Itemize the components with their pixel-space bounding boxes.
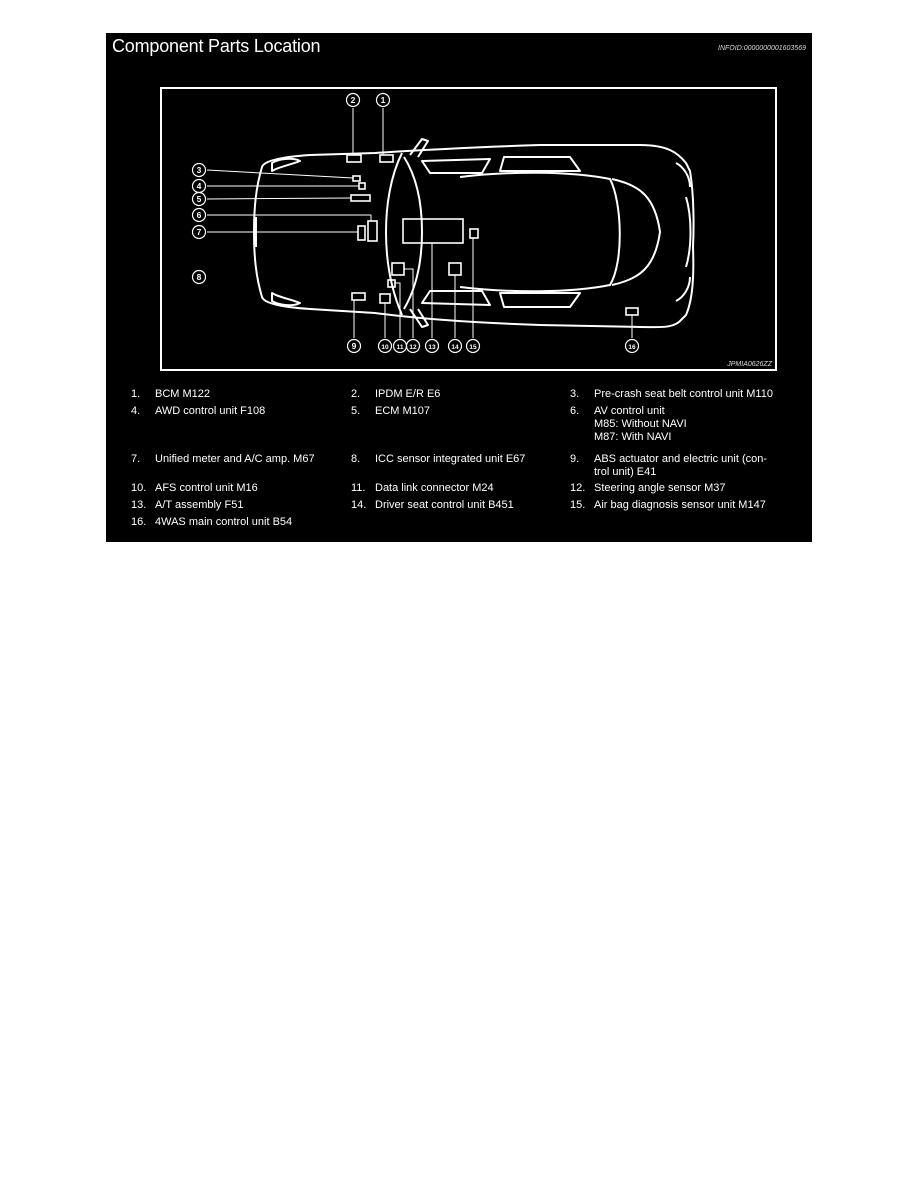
legend-text: ICC sensor integrated unit E67 bbox=[375, 453, 526, 465]
legend-text: ABS actuator and electric unit (con- bbox=[594, 453, 768, 465]
legend-text-block bbox=[155, 405, 265, 418]
callout-label: 9 bbox=[351, 341, 357, 351]
component-parts-panel bbox=[106, 33, 812, 542]
callout-label: 4 bbox=[196, 181, 202, 191]
legend-text-block bbox=[155, 499, 243, 512]
legend-text-block bbox=[155, 388, 210, 401]
legend-number: 1. bbox=[131, 388, 141, 400]
info-id: INFOID:0000000001603569 bbox=[718, 45, 806, 52]
legend-number: 3. bbox=[570, 388, 580, 400]
callout-label: 10 bbox=[381, 344, 389, 351]
legend-text-block bbox=[594, 405, 687, 444]
legend-text-block bbox=[375, 482, 494, 495]
legend-text-block bbox=[155, 453, 315, 466]
legend-text: Data link connector M24 bbox=[375, 482, 494, 494]
callout-label: 2 bbox=[350, 95, 356, 105]
legend-text-block bbox=[375, 388, 440, 401]
callout-label: 7 bbox=[196, 227, 202, 237]
legend-text: AV control unit bbox=[594, 405, 665, 417]
legend-text-block bbox=[375, 499, 514, 512]
legend-number: 5. bbox=[351, 405, 361, 417]
legend-number: 2. bbox=[351, 388, 361, 400]
legend-text: BCM M122 bbox=[155, 388, 211, 400]
callout-label: 11 bbox=[396, 344, 404, 351]
legend-text-block bbox=[375, 405, 430, 418]
legend-text: AWD control unit F108 bbox=[155, 405, 266, 417]
figure-id: JPMIA0626ZZ bbox=[727, 361, 772, 368]
legend-subtext: M85: Without NAVI bbox=[594, 418, 687, 430]
callout-label: 14 bbox=[451, 344, 459, 351]
legend-text-block bbox=[155, 516, 292, 529]
legend-subtext: M87: With NAVI bbox=[594, 431, 672, 443]
legend-number: 9. bbox=[570, 453, 580, 465]
legend-text: ECM M107 bbox=[375, 405, 431, 417]
legend bbox=[106, 33, 812, 542]
callout-label: 8 bbox=[196, 272, 202, 282]
callout-label: 5 bbox=[196, 194, 202, 204]
legend-text-block bbox=[594, 388, 773, 401]
legend-text: Steering angle sensor M37 bbox=[594, 482, 726, 494]
legend-text: Air bag diagnosis sensor unit M147 bbox=[594, 499, 766, 511]
legend-text: Unified meter and A/C amp. M67 bbox=[155, 453, 315, 465]
legend-text: IPDM E/R E6 bbox=[375, 388, 441, 400]
callout-label: 1 bbox=[380, 95, 386, 105]
legend-number: 8. bbox=[351, 453, 361, 465]
legend-text-block bbox=[155, 482, 258, 495]
legend-text-block bbox=[594, 499, 766, 512]
page-title: Component Parts Location bbox=[112, 36, 321, 56]
legend-text-block bbox=[594, 482, 725, 495]
legend-text: Pre-crash seat belt control unit M110 bbox=[594, 388, 773, 400]
callout-label: 12 bbox=[409, 344, 417, 351]
legend-number: 13. bbox=[131, 499, 147, 511]
callout-label: 13 bbox=[428, 344, 436, 351]
legend-text-block bbox=[375, 453, 525, 466]
callout-label: 3 bbox=[196, 165, 202, 175]
legend-text: AFS control unit M16 bbox=[155, 482, 258, 494]
legend-number: 14. bbox=[351, 499, 367, 511]
legend-number: 11. bbox=[351, 482, 366, 494]
legend-number: 4. bbox=[131, 405, 141, 417]
legend-text-block bbox=[594, 453, 767, 479]
callout-label: 15 bbox=[469, 344, 477, 351]
callout-label: 16 bbox=[628, 344, 636, 351]
legend-number: 7. bbox=[131, 453, 141, 465]
callout-label: 6 bbox=[196, 210, 202, 220]
legend-subtext: trol unit) E41 bbox=[594, 466, 657, 478]
legend-text: Driver seat control unit B451 bbox=[375, 499, 514, 511]
legend-number: 10. bbox=[131, 482, 147, 494]
legend-number: 16. bbox=[131, 516, 147, 528]
legend-number: 15. bbox=[570, 499, 586, 511]
legend-text: A/T assembly F51 bbox=[155, 499, 244, 511]
legend-text: 4WAS main control unit B54 bbox=[155, 516, 293, 528]
legend-number: 12. bbox=[570, 482, 586, 494]
legend-number: 6. bbox=[570, 405, 580, 417]
